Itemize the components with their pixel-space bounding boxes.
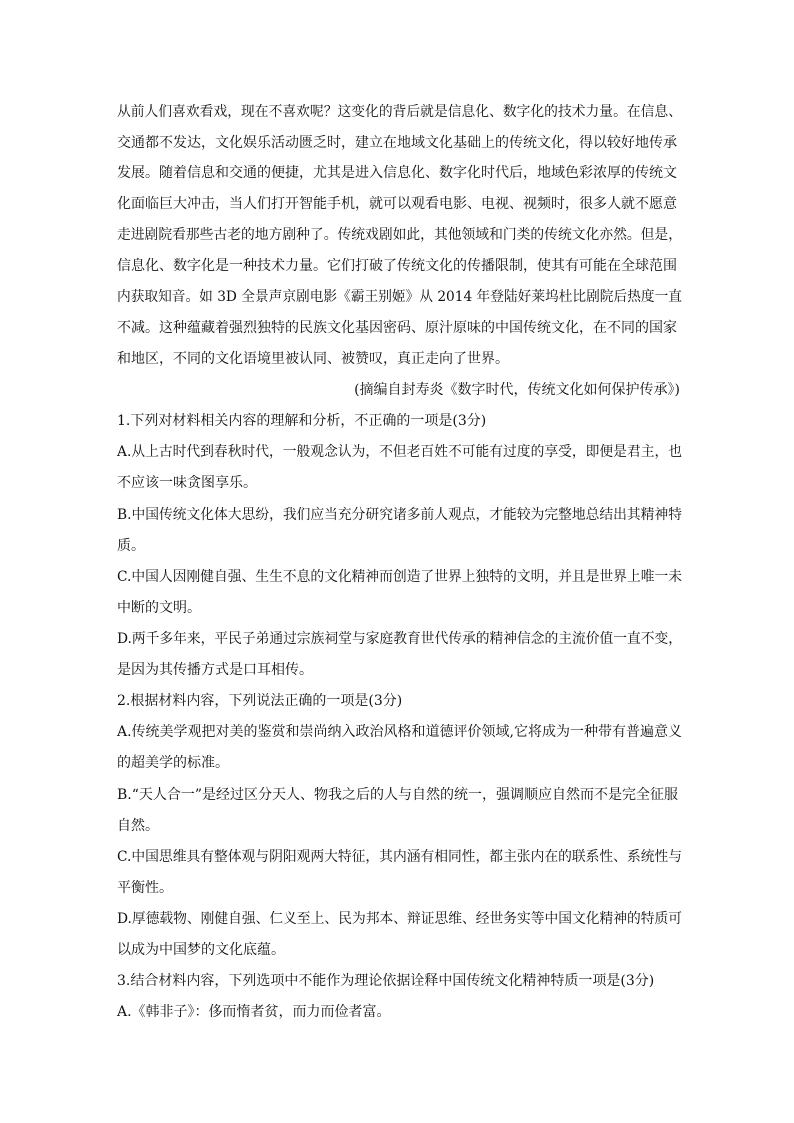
passage-line: 信息化、数字化是一种技术力量。它们打破了传统文化的传播限制，使其有可能在全球范围 bbox=[117, 258, 677, 274]
option-line: 中断的文明。 bbox=[117, 600, 201, 616]
option-line: 平衡性。 bbox=[117, 880, 173, 896]
option-line: D.厚德载物、刚健自强、仁义至上、民为邦本、辩证思维、经世务实等中国文化精神的特质可 bbox=[117, 911, 683, 927]
question-stem: 3.结合材料内容，下列选项中不能作为理论依据诠释中国传统文化精神特质一项是(3分) bbox=[117, 973, 655, 989]
option-line: D.两千多年来，平民子弟通过宗族祠堂与家庭教育世代传承的精神信念的主流价值一直不变， bbox=[117, 631, 683, 647]
option-line: 是因为其传播方式是口耳相传。 bbox=[117, 662, 313, 678]
option-line: C.中国思维具有整体观与阴阳观两大特征，其内涵有相同性，都主张内在的联系性、系统性与 bbox=[117, 849, 683, 865]
option-line: 自然。 bbox=[117, 818, 159, 834]
option-line: A.《韩非子》：侈而惰者贫，而力而俭者富。 bbox=[117, 1004, 391, 1020]
passage-line: 内获取知音。如 3D 全景声京剧电影《霸王别姬》从 2014 年登陆好莱坞杜比剧院后热度一直 bbox=[117, 289, 682, 305]
option-line: 质。 bbox=[117, 538, 145, 554]
source-citation: (摘编自封寿炎《数字时代，传统文化如何保护传承》) bbox=[354, 382, 680, 398]
option-line: C.中国人因刚健自强、生生不息的文化精神而创造了世界上独特的文明，并且是世界上唯一未 bbox=[117, 569, 683, 585]
passage-line: 走进剧院看那些古老的地方剧种了。传统戏剧如此，其他领域和门类的传统文化亦然。但是， bbox=[117, 227, 682, 243]
option-line: B.“天人合一”是经过区分天人、物我之后的人与自然的统一，强调顺应自然而不是完全征服 bbox=[117, 787, 679, 803]
option-line: 以成为中国梦的文化底蕴。 bbox=[117, 942, 285, 958]
passage-line: 化面临巨大冲击，当人们打开智能手机，就可以观看电影、电视、视频时，很多人就不愿意 bbox=[117, 196, 677, 212]
option-line: 不应该一味贪图享乐。 bbox=[117, 475, 257, 491]
passage-line: 发展。随着信息和交通的便捷，尤其是进入信息化、数字化时代后，地域色彩浓厚的传统文 bbox=[117, 165, 677, 181]
passage-line: 从前人们喜欢看戏，现在不喜欢呢？这变化的背后就是信息化、数字化的技术力量。在信息、 bbox=[117, 104, 682, 120]
passage-line: 和地区，不同的文化语境里被认同、被赞叹，真正走向了世界。 bbox=[117, 351, 509, 367]
option-line: A.传统美学观把对美的鉴赏和崇尚纳入政治风格和道德评价领域,它将成为一种带有普遍意义 bbox=[117, 724, 683, 740]
passage-line: 不减。这种蕴藏着强烈独特的民族文化基因密码、原汁原味的中国传统文化，在不同的国家 bbox=[117, 320, 677, 336]
option-line: B.中国传统文化体大思纷，我们应当充分研究诸多前人观点，才能较为完整地总结出其精神特 bbox=[117, 507, 682, 523]
question-stem: 2.根据材料内容，下列说法正确的一项是(3分) bbox=[117, 693, 403, 709]
option-line: A.从上古时代到春秋时代，一般观念认为，不但老百姓不可能有过度的享受，即便是君主，也 bbox=[117, 444, 683, 460]
passage-line: 交通都不发达，文化娱乐活动匮乏时，建立在地域文化基础上的传统文化，得以较好地传承 bbox=[117, 135, 677, 151]
question-stem: 1.下列对材料相关内容的理解和分析，不正确的一项是(3分) bbox=[117, 413, 487, 429]
option-line: 的超美学的标准。 bbox=[117, 755, 229, 771]
